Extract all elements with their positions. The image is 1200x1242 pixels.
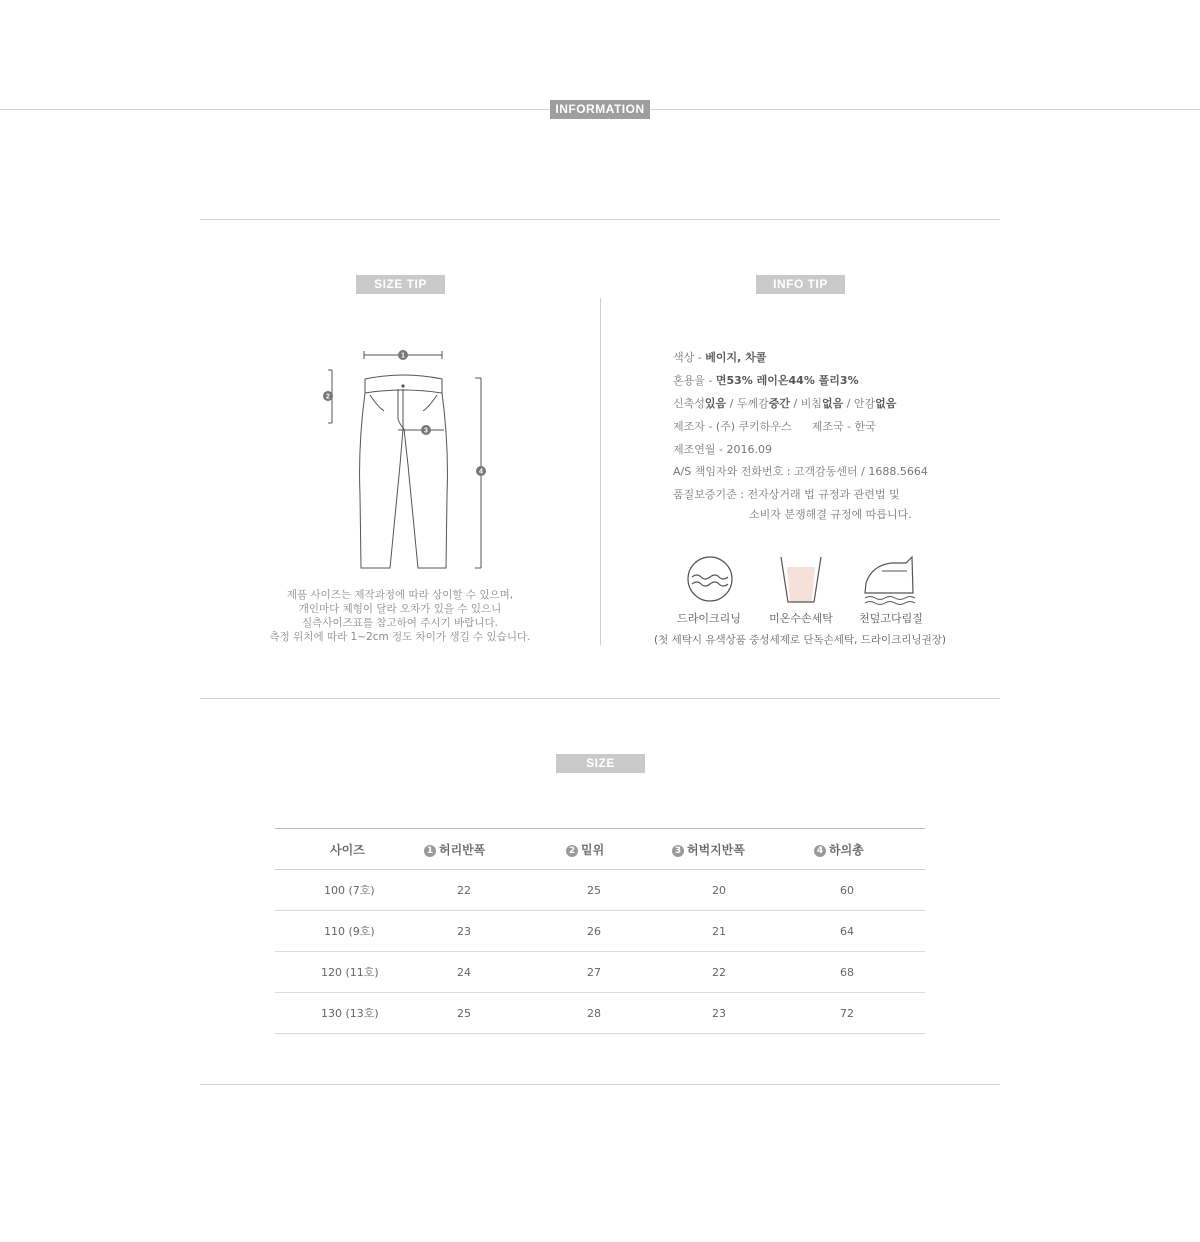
info-quality-1: 품질보증기준 : 전자상거래 법 규정과 관련법 및	[673, 488, 900, 501]
size-table-header	[275, 829, 925, 870]
section-divider-3	[200, 1084, 1000, 1085]
info-quality-2: 소비자 분쟁해결 규정에 따릅니다.	[749, 508, 912, 521]
information-badge: INFORMATION	[550, 100, 650, 119]
header-waist: 1 허리반폭	[423, 829, 565, 870]
info-maker: 제조자 - (주) 쿠키하우스 제조국 - 한국	[673, 420, 876, 433]
iron-icon	[862, 555, 918, 605]
info-color: 색상 - 베이지, 차콜	[673, 351, 767, 364]
dry-clean-label: 드라이크리닝	[677, 612, 741, 625]
care-note: (첫 세탁시 유색상품 중성세제로 단독손세탁, 드라이크리닝권장)	[654, 634, 946, 646]
table-row: 110 (9호) 23 26 21 64	[275, 911, 925, 952]
column-divider	[600, 298, 601, 645]
marker-2: 2	[326, 393, 330, 401]
section-divider-1	[200, 219, 1000, 220]
table-row: 130 (13호) 25 28 23 72	[275, 993, 925, 1034]
info-as: A/S 책임자와 전화번호 : 고객감동센터 / 1688.5664	[673, 465, 928, 478]
table-row: 120 (11호) 24 27 22 68	[275, 952, 925, 993]
size-table	[275, 828, 925, 1034]
header-rise: 2 밑위	[565, 829, 671, 870]
iron-label: 천덮고다림질	[859, 612, 923, 625]
size-tip-badge: SIZE TIP	[356, 275, 445, 294]
header-length: 4 하의총	[813, 829, 925, 870]
size-tip-note: 제품 사이즈는 제작과정에 따라 상이할 수 있으며, 개인마다 체형이 달라 오차가 있을 수 있으니 실측사이즈표를 참고하여 주시기 바랍니다. 측정 위치에 따라 1~2cm 정도 차이가 생길 수 있습니다.	[269, 589, 531, 643]
section-divider-2	[200, 698, 1000, 699]
hand-wash-label: 미온수손세탁	[769, 612, 833, 625]
table-row: 100 (7호) 22 25 20 60	[275, 870, 925, 911]
size-badge: SIZE	[556, 754, 645, 773]
marker-3: 3	[424, 427, 428, 435]
marker-4: 4	[479, 468, 483, 476]
header-thigh: 3 허벅지반폭	[671, 829, 813, 870]
info-tip-badge: INFO TIP	[756, 275, 845, 294]
hand-wash-icon	[778, 555, 824, 605]
header-size: 사이즈	[275, 829, 423, 870]
info-attributes: 신축성있음 / 두께감중간 / 비침없음 / 안감없음	[673, 397, 897, 410]
marker-1: 1	[401, 352, 405, 360]
info-blend: 혼용율 - 면53% 레이온44% 폴리3%	[673, 374, 859, 387]
pants-diagram	[318, 345, 498, 575]
info-date: 제조연월 - 2016.09	[673, 443, 772, 456]
dry-clean-icon	[686, 555, 736, 605]
